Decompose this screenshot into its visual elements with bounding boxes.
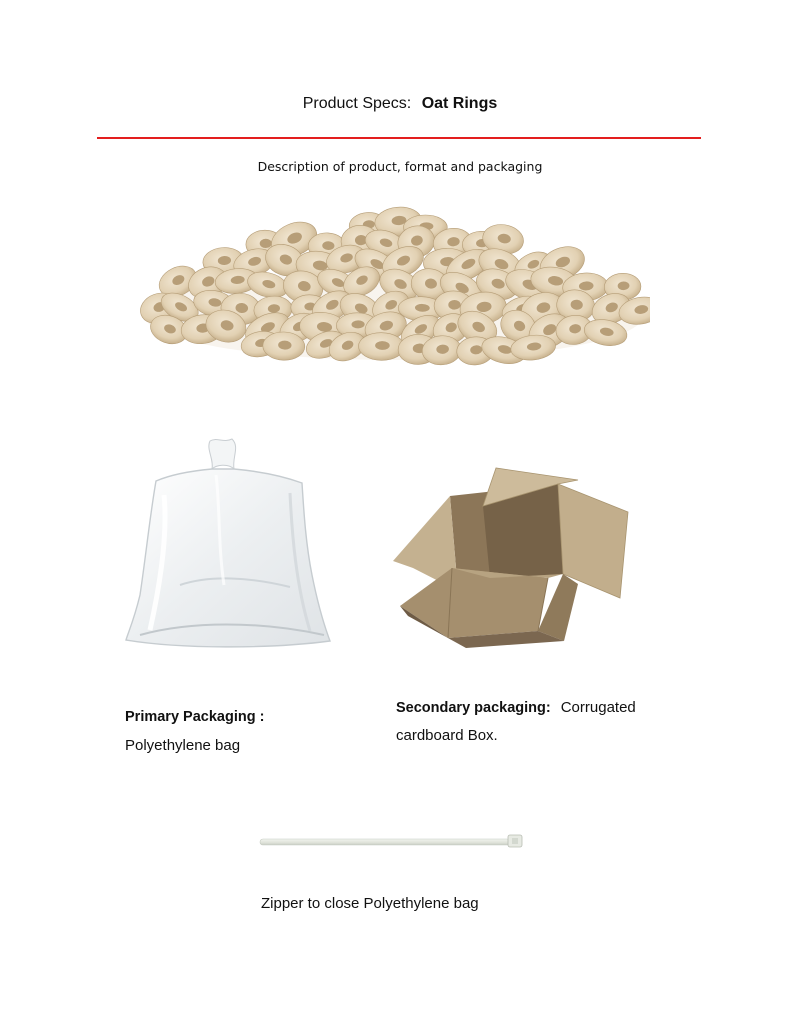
primary-packaging-value: Polyethylene bag [125,737,241,754]
zipper-caption: Zipper to close Polyethylene bag [261,895,479,912]
polyethylene-bag-image [120,435,335,653]
red-divider [97,137,701,139]
page-title [0,94,800,114]
secondary-packaging [396,694,656,750]
title-prefix: Product Specs: [302,95,412,112]
secondary-packaging-label: Secondary packaging: [396,700,551,716]
oat-rings-image [138,205,650,375]
cable-tie-image [258,830,526,850]
cardboard-box-image [388,466,638,656]
secondary-packaging-value: Corrugated cardboard Box. [396,699,636,744]
product-name: Oat Rings [421,95,498,112]
primary-packaging-label: Primary Packaging : [125,709,265,725]
description-heading: Description of product, format and packaging [257,159,543,174]
